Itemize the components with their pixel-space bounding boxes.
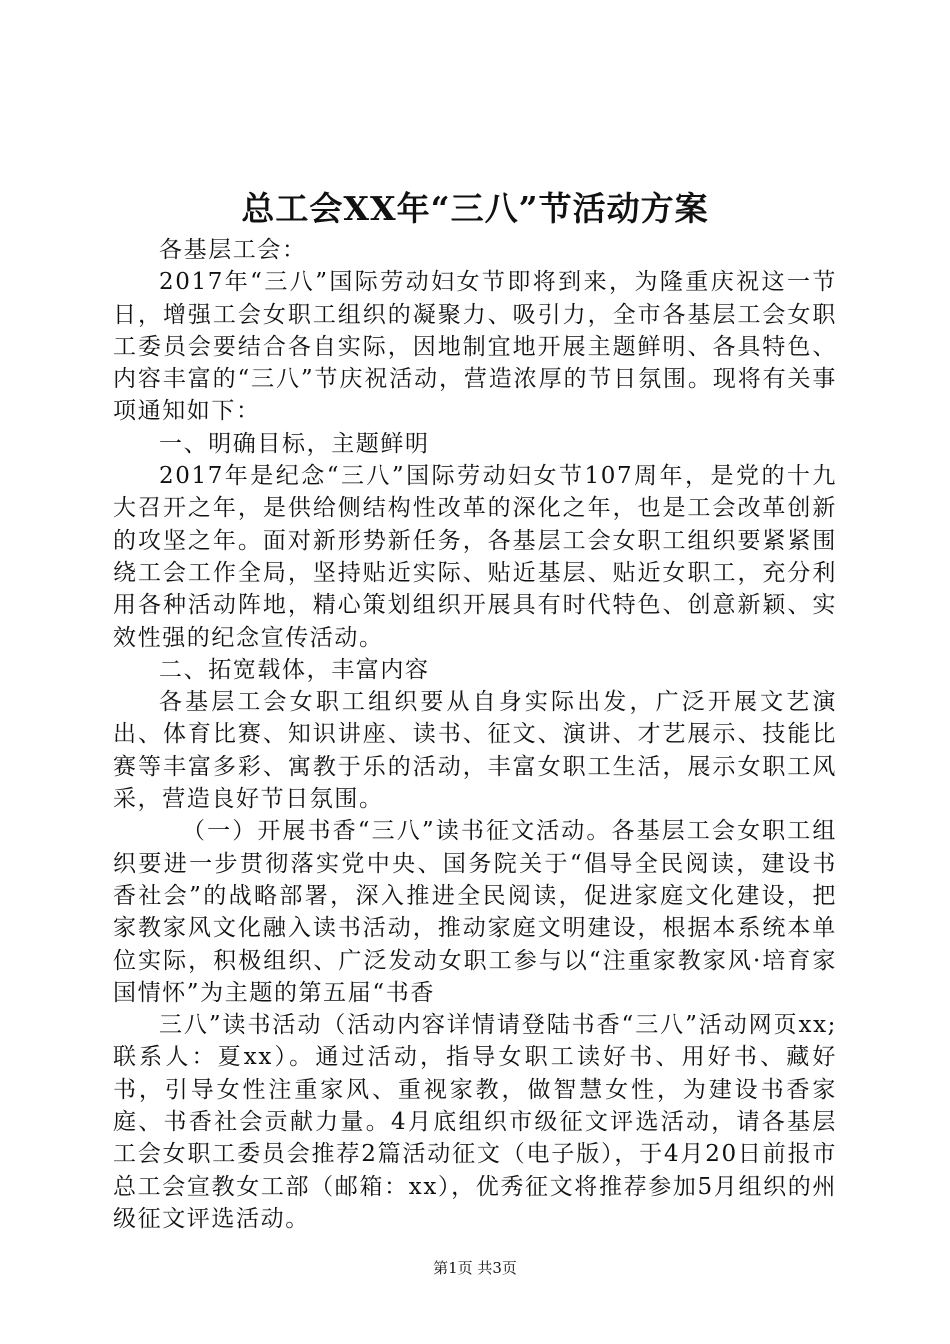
body-paragraph: 各基层工会女职工组织要从自身实际出发，广泛开展文艺演出、体育比赛、知识讲座、读书、征文、演讲、才艺展示、技能比赛等丰富多彩、寓教于乐的活动，丰富女职工生活，展示女职工风采，营造良好节日氛围。: [113, 689, 837, 813]
body-paragraph: 2017年“三八”国际劳动妇女节即将到来，为隆重庆祝这一节日，增强工会女职工组织的凝聚力、吸引力，全市各基层工会女职工委员会要结合各自实际，因地制宜地开展主题鲜明、各具特色、内容丰富的“三八”节庆祝活动，营造浓厚的节日氛围。现将有关事项通知如下：: [113, 269, 837, 425]
body-paragraph: （一）开展书香“三八”读书征文活动。各基层工会女职工组织要进一步贯彻落实党中央、国务院关于“倡导全民阅读，建设书香社会”的战略部署，深入推进全民阅读，促进家庭文化建设，把家教家风文化融入读书活动，推动家庭文明建设，根据本系统本单位实际，积极组织、广泛发动女职工参与以“注重家教家风·培育家国情怀”为主题的第五届“书香: [113, 818, 837, 1006]
document-body: [113, 234, 837, 1235]
section-heading: 二、拓宽载体，丰富内容: [159, 656, 430, 683]
salutation: 各基层工会：: [159, 237, 307, 263]
page-footer: 第1页 共3页: [433, 1259, 517, 1277]
body-paragraph: 三八”读书活动（活动内容详情请登陆书香“三八”活动网页xx;联系人：夏xx）。通过活动，指导女职工读好书、用好书、藏好书，引导女性注重家风、重视家教，做智慧女性，为建设书香家庭、书香社会贡献力量。4月底组织市级征文评选活动，请各基层工会女职工委员会推荐2篇活动征文（电子版），于4月20日前报市总工会宣教女工部（邮箱：xx），优秀征文将推荐参加5月组织的州级征文评选活动。: [113, 1012, 837, 1232]
body-paragraph: 2017年是纪念“三八”国际劳动妇女节107周年，是党的十九大召开之年，是供给侧结构性改革的深化之年，也是工会改革创新的攻坚之年。面对新形势新任务，各基层工会女职工组织要紧紧围绕工会工作全局，坚持贴近实际、贴近基层、贴近女职工，充分利用各种活动阵地，精心策划组织开展具有时代特色、创意新颖、实效性强的纪念宣传活动。: [113, 463, 837, 651]
section-heading: 一、明确目标，主题鲜明: [159, 430, 430, 457]
document-title: 总工会XX年“三八”节活动方案: [241, 189, 709, 228]
